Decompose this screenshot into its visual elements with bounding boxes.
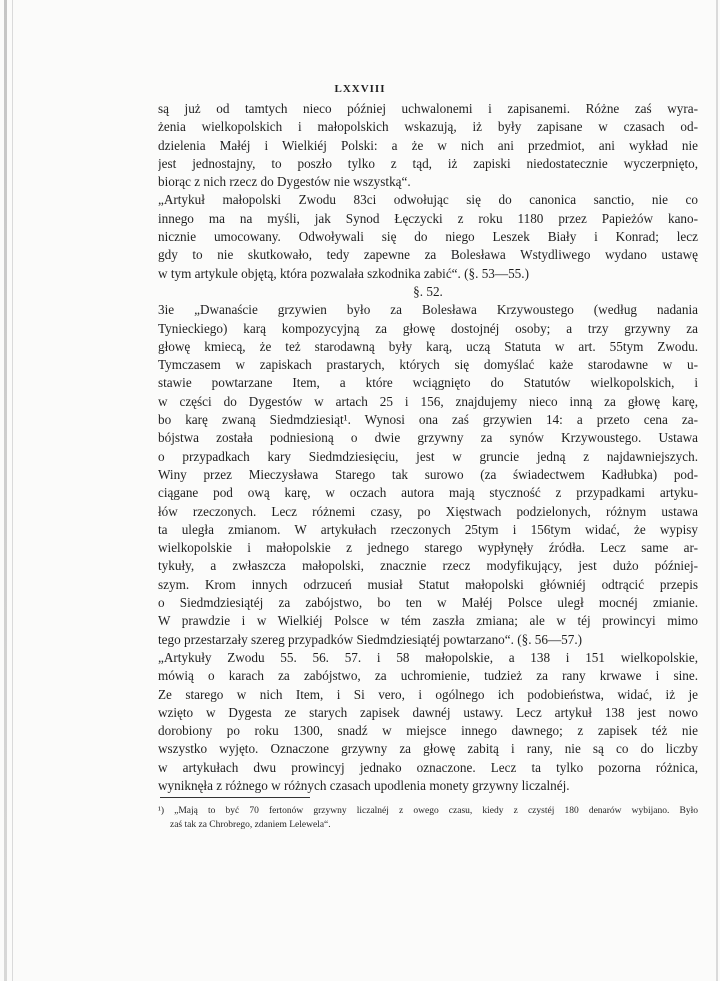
body-line: łów rzeczonych. Lecz różnemi czasy, po Xięstwach podzielonych, różnym ustawa [158,503,698,519]
page-edge-left [4,0,7,981]
body-line: szym. Krom innych odrzuceń musiał Statut małopolski główniéj odtrącić przepis [158,576,698,592]
body-line: dzielenia Małéj i Wielkiéj Polski: a że w nich ani przedmiot, ani wykład nie [158,137,698,153]
body-line: bójstwa została podniesioną o dwie grzywny za synów Krzywoustego. Ustawa [158,430,698,446]
body-line: żenia wielkopolskich i małopolskich wskazują, iż były zapisane w czasach od- [158,119,698,135]
body-line: wszystko wyjęto. Oznaczone grzywny za głowę zabitą i rany, nie są co do liczby [158,741,698,757]
footnotes [158,804,698,832]
body-line: mówią o karach za zabójstwo, za uchromienie, tudzież za rany krwawe i sine. [158,668,698,684]
body-line: Tymczasem w zapiskach prastarych, których się domyślać każe starodawne w u- [158,357,698,373]
body-line: wyniknęła z różnego w różnych czasach upodlenia monety grzywny liczalnéj. [158,777,570,793]
section-heading: §. 52. [413,283,443,299]
body-line: o przypadkach kary Siedmdziesięciu, jest w gruncie jedną z najdawniejszych. [158,448,698,464]
body-line: są już od tamtych nieco później uchwalonemi i zapisanemi. Różne zaś wyra- [158,101,698,116]
body-line: jest jednostajny, to poszło tylko z tąd, iż zapiski niedostatecznie wyczerpnięto, [158,155,698,171]
body-line: bo karę zwaną Siedmdziesiąt¹. Wynosi ona zaś grzywien 14: a przeto cena za- [158,412,698,428]
body-text [158,100,698,795]
body-line: nicznie umocowany. Odwoływali się do niego Leszek Biały i Konrad; lecz [158,229,698,245]
body-line: stawie powtarzane Item, a które wciągnięto do Statutów wielkopolskich, i [158,375,698,391]
body-line: biorąc z nich rzecz do Dygestów nie wszystką“. [158,174,411,190]
running-head: LXXVIII [334,83,386,95]
body-line: głowę kmiecą, że też starodawną były karą, uczą Statuta w art. 55tym Zwodu. [158,338,698,354]
body-line: „Artykuły Zwodu 55. 56. 57. i 58 małopolskie, a 138 i 151 wielkopolskie, [158,649,698,665]
body-line: innego ma na myśli, jak Synod Łęczycki z roku 1180 przez Papieżów kano- [158,210,698,226]
body-line: „Artykuł małopolski Zwodu 83ci odwołując się do canonica sanctio, nie co [158,192,698,208]
body-line: Ze starego w nich Item, i Si vero, i ogólnego ich podobieństwa, widać, iż je [158,686,698,702]
body-line: w części do Dygestów w artach 25 i 156, znajdujemy nieco inną za głowę karę, [158,393,698,409]
footnote-rule [160,797,310,798]
body-line: wielkopolskie i małopolskie z jednego starego wypłynęły źródła. Lecz same ar- [158,540,698,556]
body-line: W prawdzie i w Wielkiéj Polsce w tém zaszła zmiana; ale w téj prowincyi mimo [158,613,698,629]
body-line: tykuły, a zwłaszcza małopolski, znacznie rzecz modyfikujący, jest dużo później- [158,558,698,574]
body-line: tego przestarzały szereg przypadków Siedmdziesiątéj powtarzano“. (§. 56—57.) [158,631,583,647]
footnote-line: ¹) „Mają to być 70 fertonów grzywny liczalnéj z owego czasu, kiedy z czystéj 180 denarów wybijano. Było [158,806,698,816]
body-line: dorobiony po roku 1300, snadź w miejsce innego dawnego; z zapisek téż nie [158,723,698,739]
body-line: ta uległa zmianom. W artykułach rzeczonych 25tym i 156tym widać, że wypisy [158,521,698,537]
page-edge-inner [12,0,13,981]
body-line: wzięto w Dygesta ze starych zapisek dawnéj ustawy. Lecz artykuł 138 jest nowo [158,704,698,720]
page-edge-right [716,0,718,981]
body-line: o Siedmdziesiątéj za zabójstwo, bo ten w Małéj Polsce uległ mocnéj zmianie. [158,595,698,611]
body-line: w tym artykule objętą, która pozwalała szkodnika zabić“. (§. 53—55.) [158,265,529,281]
body-line: Winy przez Mieczysława Starego tak surowo (za świadectwem Kadłubka) pod- [158,466,698,482]
body-line: Tynieckiego) karą kompozycyjną za głowę dostojnéj osoby; a trzy grzywny za [158,320,698,336]
body-line: gdy to nie skutkowało, tedy zapewne za Bolesława Wstydliwego wydano ustawę [158,247,698,263]
footnote-line: zaś tak za Chrobrego, zdaniem Lelewela“. [170,820,331,830]
body-line: ciągane pod ową karę, w oczach autora mają styczność z przypadkami artyku- [158,485,698,501]
body-line: w artykułach dwu prowincyj jednako oznaczone. Lecz ta tylko pozorna różnica, [158,759,698,775]
body-line: 3ie „Dwanaście grzywien było za Bolesława Krzywoustego (według nadania [158,302,698,318]
